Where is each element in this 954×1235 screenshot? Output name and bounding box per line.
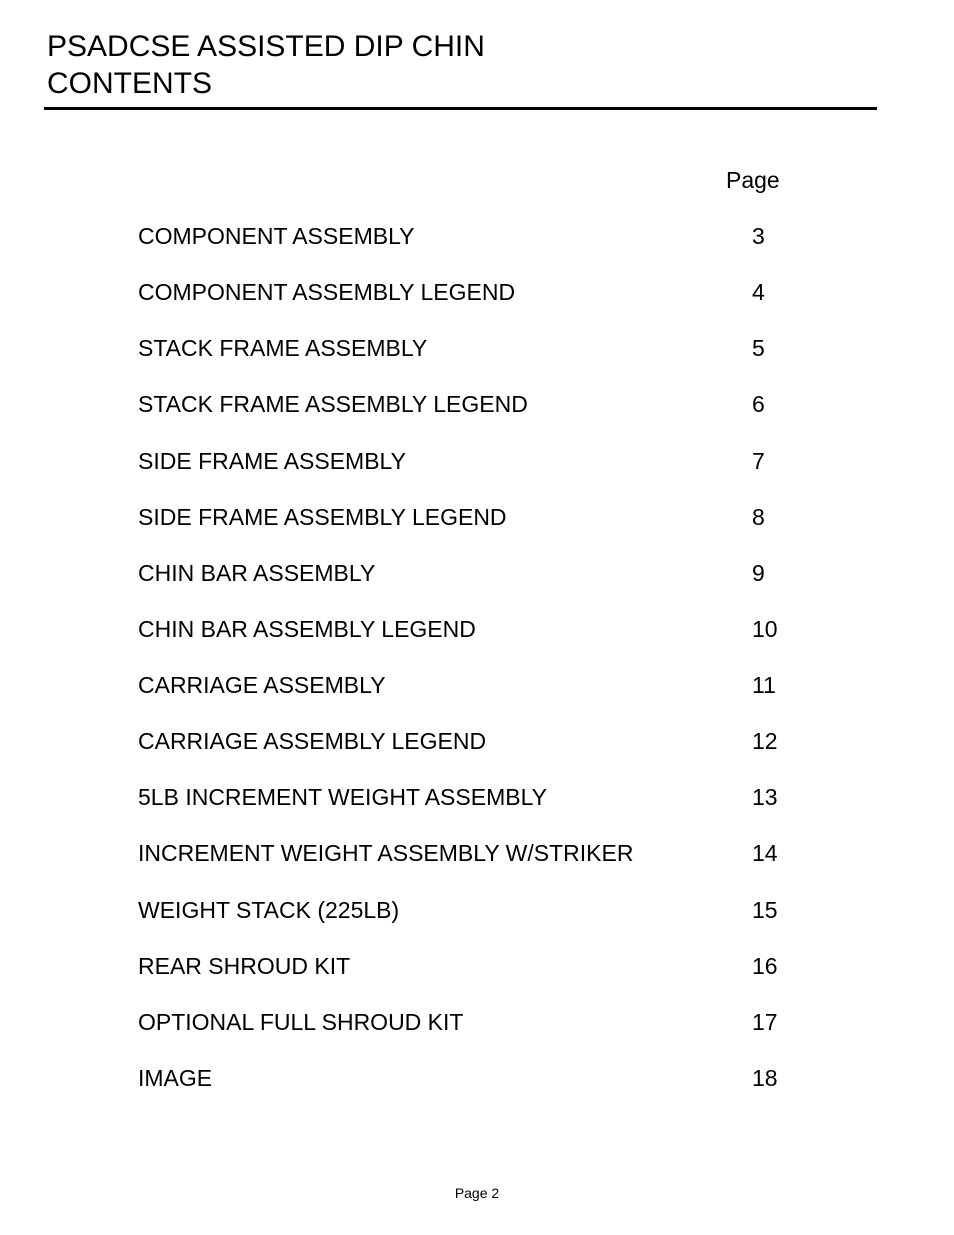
toc-entry-page: 10 xyxy=(752,615,778,642)
table-of-contents xyxy=(138,222,818,1120)
toc-entry-title: CARRIAGE ASSEMBLY xyxy=(138,672,386,698)
toc-entry-page: 12 xyxy=(752,728,778,755)
toc-entry-title: COMPONENT ASSEMBLY LEGEND xyxy=(138,279,516,306)
toc-entry-title: OPTIONAL FULL SHROUD KIT xyxy=(138,1008,464,1035)
toc-entry-title: COMPONENT ASSEMBLY xyxy=(138,223,415,249)
toc-entry-page: 5 xyxy=(752,335,765,362)
toc-entry-title: IMAGE xyxy=(138,1064,213,1091)
toc-entry-title: CHIN BAR ASSEMBLY xyxy=(138,559,376,586)
toc-entry-page: 15 xyxy=(752,896,778,923)
toc-entry xyxy=(138,390,818,446)
toc-entry-title: WEIGHT STACK (225LB) xyxy=(138,896,400,923)
document-header xyxy=(47,28,877,102)
toc-entry xyxy=(138,783,818,839)
page-number-footer: Page 2 xyxy=(454,1185,500,1201)
toc-entry-page: 8 xyxy=(752,503,765,530)
toc-entry-page: 16 xyxy=(752,952,778,979)
toc-entry xyxy=(138,278,818,334)
toc-entry-page: 7 xyxy=(752,447,765,474)
page-column-header: Page xyxy=(726,167,780,193)
toc-entry-page: 13 xyxy=(752,784,778,811)
section-title: CONTENTS xyxy=(47,67,212,100)
toc-entry-page: 3 xyxy=(752,223,765,249)
toc-entry-page: 14 xyxy=(752,840,778,867)
toc-entry-page: 9 xyxy=(752,559,765,586)
toc-entry-page: 4 xyxy=(752,279,765,306)
toc-entry xyxy=(138,896,818,952)
toc-entry xyxy=(138,334,818,390)
toc-entry xyxy=(138,559,818,615)
toc-entry xyxy=(138,615,818,671)
toc-entry-title: CARRIAGE ASSEMBLY LEGEND xyxy=(138,728,487,755)
toc-entry-page: 17 xyxy=(752,1008,778,1035)
toc-entry-title: STACK FRAME ASSEMBLY LEGEND xyxy=(138,391,528,418)
toc-entry xyxy=(138,1064,818,1120)
toc-entry xyxy=(138,727,818,783)
toc-entry-title: REAR SHROUD KIT xyxy=(138,952,351,979)
toc-entry-title: CHIN BAR ASSEMBLY LEGEND xyxy=(138,615,476,642)
toc-entry xyxy=(138,503,818,559)
header-divider xyxy=(44,107,877,110)
toc-entry-title: 5LB INCREMENT WEIGHT ASSEMBLY xyxy=(138,784,547,811)
toc-entry-title: SIDE FRAME ASSEMBLY xyxy=(138,447,406,474)
toc-entry xyxy=(138,447,818,503)
toc-entry xyxy=(138,952,818,1008)
toc-entry-page: 11 xyxy=(752,672,776,698)
toc-entry xyxy=(138,839,818,895)
toc-entry xyxy=(138,1008,818,1064)
toc-entry-title: INCREMENT WEIGHT ASSEMBLY W/STRIKER xyxy=(138,840,634,867)
toc-entry xyxy=(138,671,818,727)
toc-entry-title: STACK FRAME ASSEMBLY xyxy=(138,335,428,362)
toc-entry xyxy=(138,222,818,278)
toc-entry-title: SIDE FRAME ASSEMBLY LEGEND xyxy=(138,503,507,530)
toc-entry-page: 18 xyxy=(752,1064,778,1091)
toc-entry-page: 6 xyxy=(752,391,765,418)
document-title: PSADCSE ASSISTED DIP CHIN xyxy=(47,30,485,63)
